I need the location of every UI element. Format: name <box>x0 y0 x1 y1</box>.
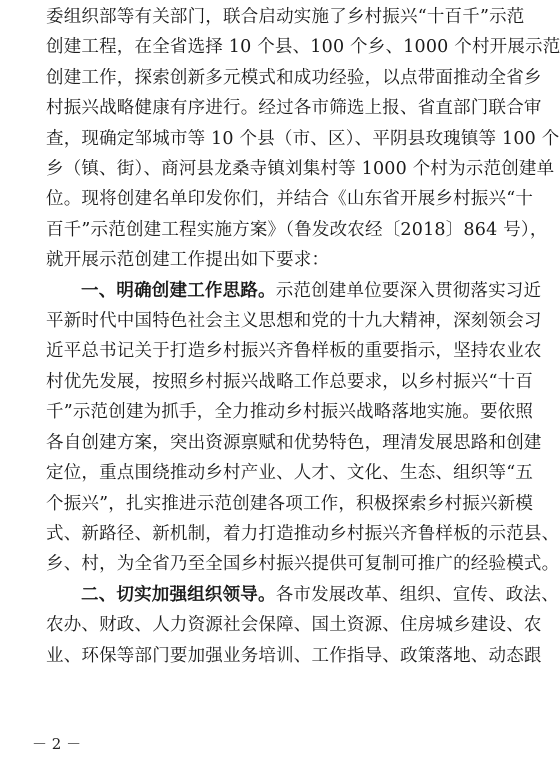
section-2-first-line-text: 各市发展改革、组织、宣传、政法、 <box>275 584 559 605</box>
text-line: 村振兴战略健康有序进行。经过各市筛选上报、省直部门联合审 <box>46 98 542 119</box>
section-2-paragraph <box>46 580 559 671</box>
section-2-heading: 二、切实加强组织领导。 <box>81 584 276 605</box>
section-1-first-line <box>46 276 542 306</box>
text-line: 乡（镇、街）、商河县龙桑寺镇刘集村等 1000 个村为示范创建单 <box>46 159 555 180</box>
section-1-paragraph <box>46 276 560 580</box>
section-1-first-line-text: 示范创建单位要深入贯彻落实习近 <box>275 280 542 301</box>
text-line: 乡、村，为全省乃至全国乡村振兴提供可复制可推广的经验模式。 <box>46 554 560 575</box>
text-line: 创建工作，探索创新多元模式和成功经验，以点带面推动全省乡 <box>46 67 542 88</box>
text-line: 各自创建方案，突出资源禀赋和优势特色，理清发展思路和创建 <box>46 432 542 453</box>
text-line: 近平总书记关于打造乡村振兴齐鲁样板的重要指示，坚持农业农 <box>46 341 542 362</box>
text-line: 个振兴”，扎实推进示范创建各项工作，积极探索乡村振兴新模 <box>46 493 534 514</box>
text-line: 定位，重点围绕推动乡村产业、人才、文化、生态、组织等“五 <box>46 463 534 484</box>
text-line: 位。现将创建名单印发你们，并结合《山东省开展乡村振兴“十 <box>46 189 534 210</box>
text-line: 村优先发展，按照乡村振兴战略工作总要求，以乡村振兴“十百 <box>46 371 534 392</box>
text-line: 查，现确定邹城市等 10 个县（市、区）、平阴县玫瑰镇等 100 个 <box>46 128 560 149</box>
text-line: 式、新路径、新机制，着力打造推动乡村振兴齐鲁样板的示范县、 <box>46 523 560 544</box>
text-line: 业、环保等部门要加强业务培训、工作指导、政策落地、动态跟 <box>46 645 542 666</box>
page-number: － 2 － <box>32 735 82 753</box>
text-line: 平新时代中国特色社会主义思想和党的十九大精神，深刻领会习 <box>46 311 542 332</box>
text-line: 委组织部等有关部门，联合启动实施了乡村振兴“十百千”示范 <box>46 7 525 27</box>
intro-paragraph <box>46 2 560 276</box>
section-1-heading: 一、明确创建工作思路。 <box>81 280 276 301</box>
text-line: 就开展示范创建工作提出如下要求： <box>46 250 330 271</box>
text-line: 创建工程，在全省选择 10 个县、100 个乡、1000 个村开展示范 <box>46 37 560 58</box>
text-line: 农办、财政、人力资源社会保障、国土资源、住房城乡建设、农 <box>46 615 542 636</box>
text-line: 千”示范创建为抓手，全力推动乡村振兴战略落地实施。要依照 <box>46 402 534 423</box>
section-2-first-line <box>46 580 559 610</box>
text-line: 百千”示范创建工程实施方案》（鲁发改农经〔2018〕864 号）， <box>46 219 548 240</box>
